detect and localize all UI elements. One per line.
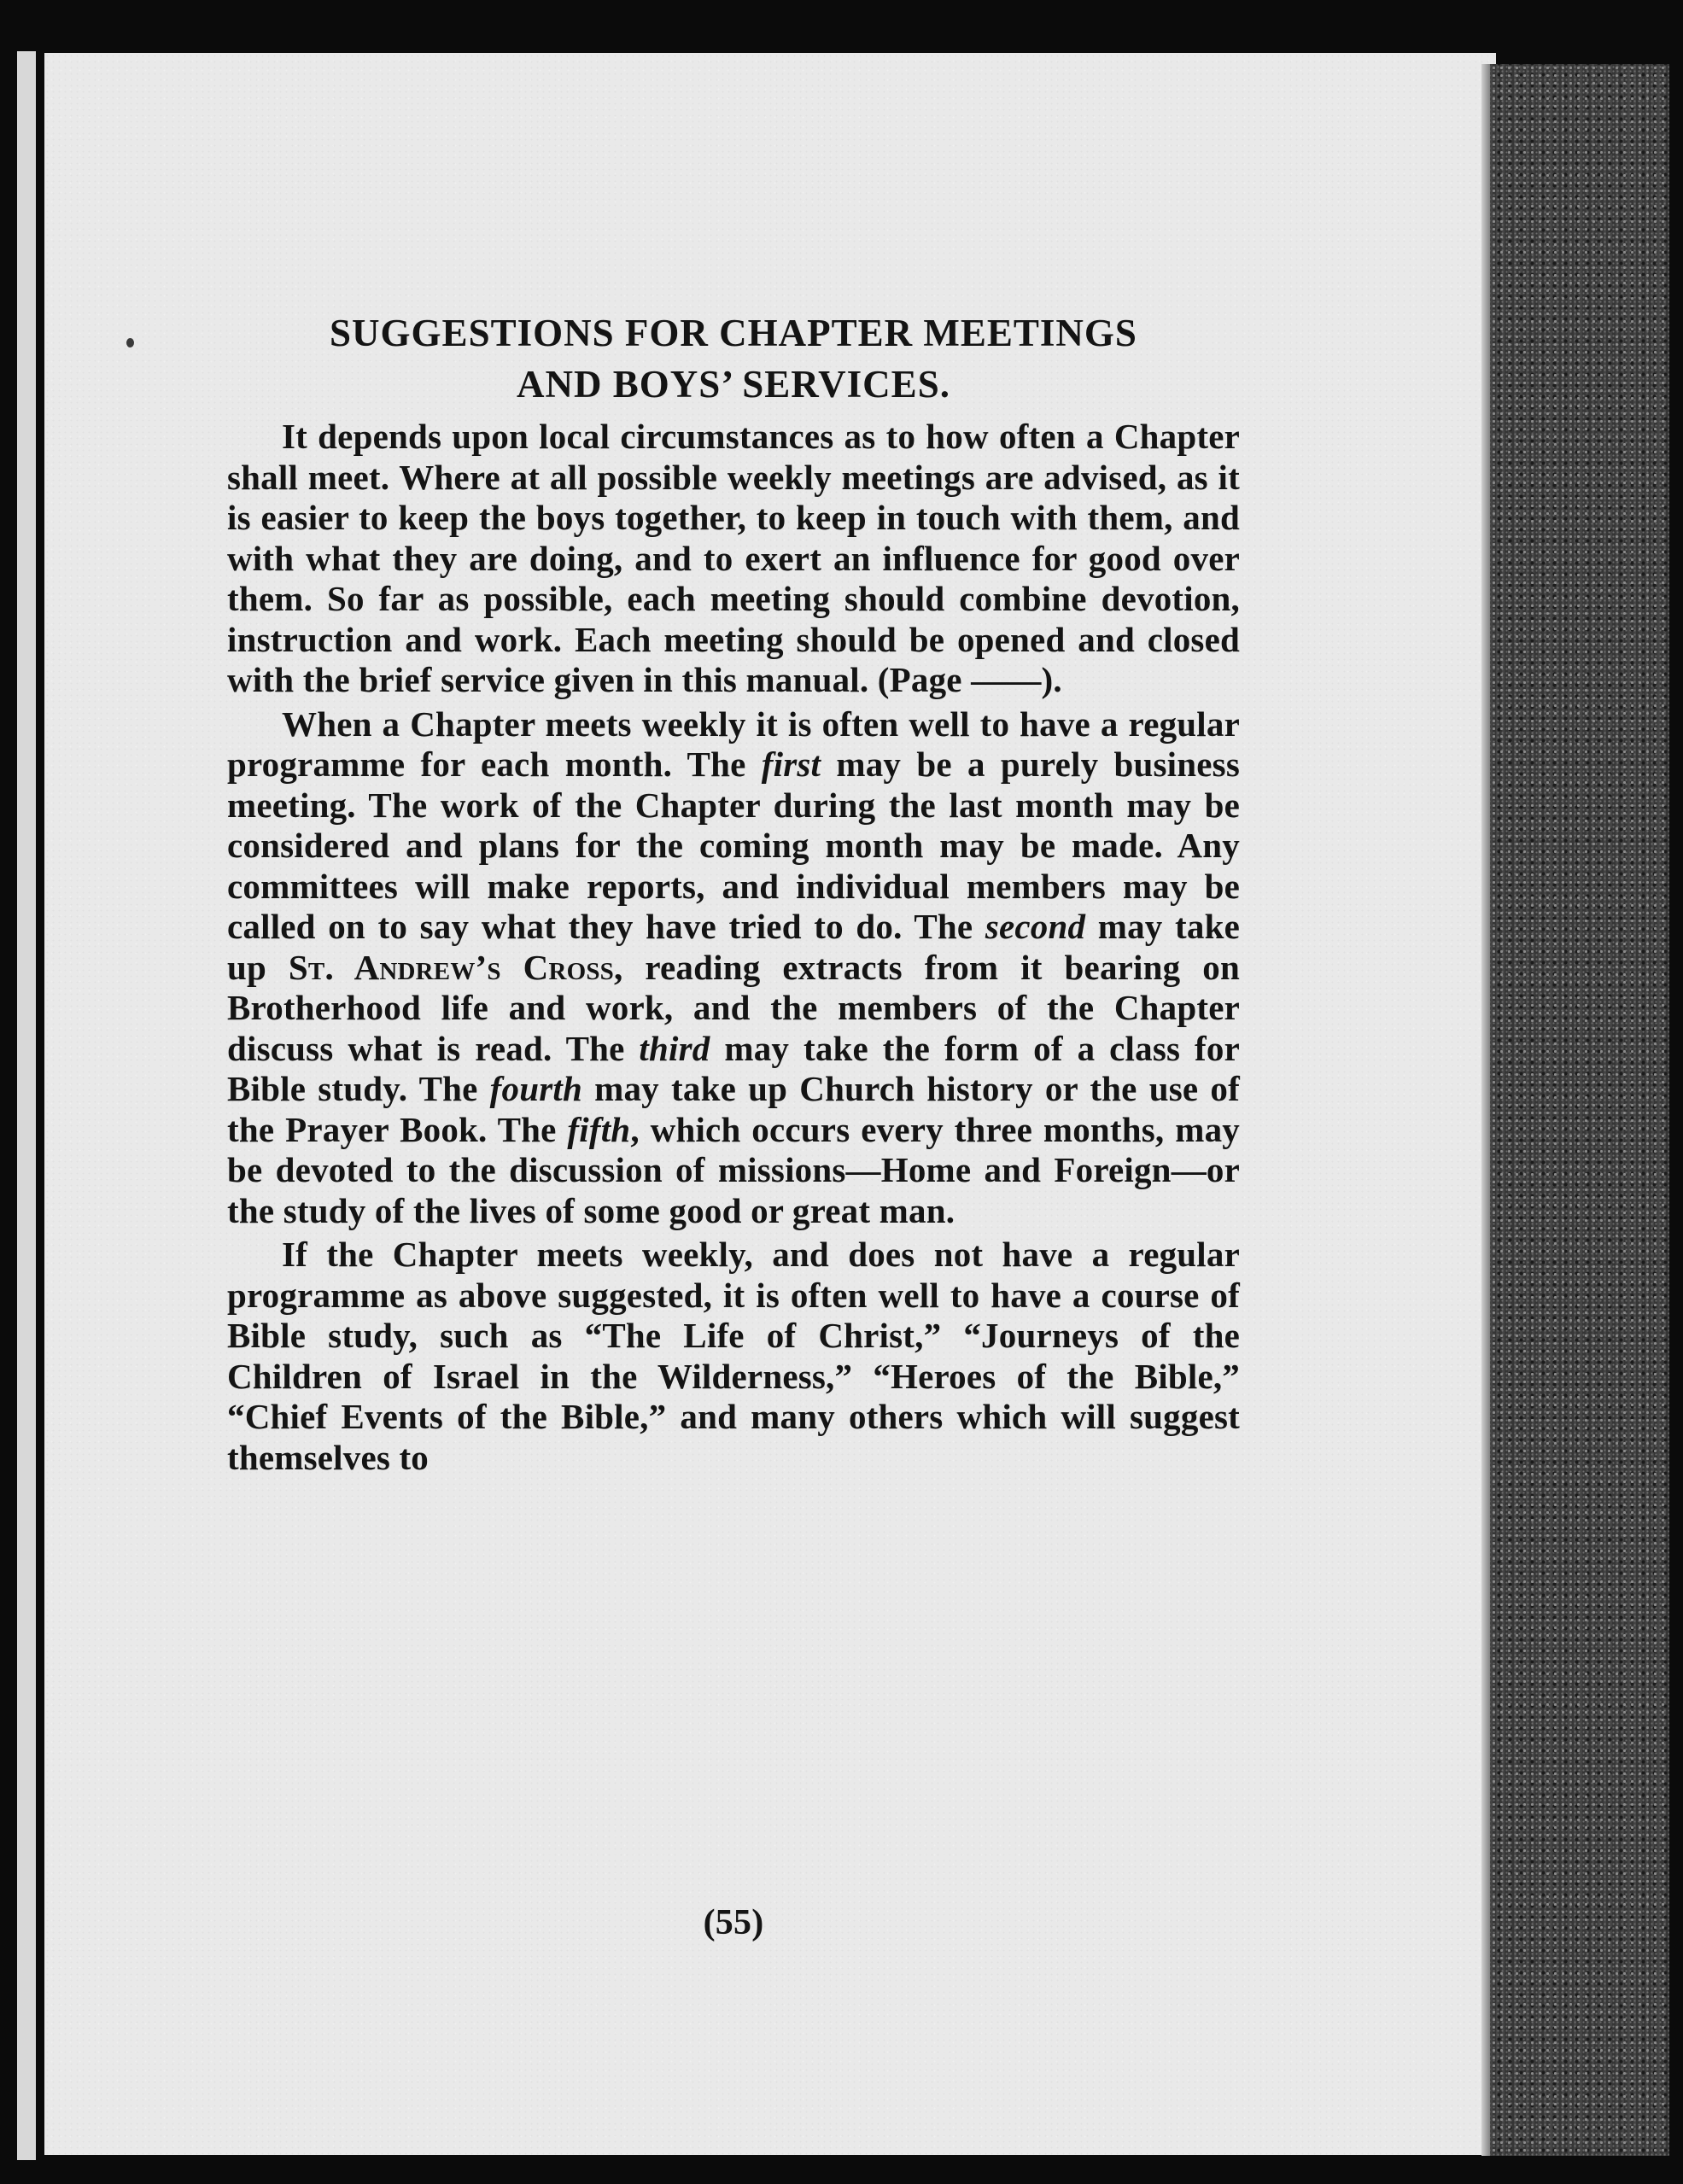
p2-second-italic: second [985, 907, 1086, 946]
p2-text-g: , which occurs every three months, may be devoted to the discussion of missions—Home and Foreign—or the study of the lives of some good or great man. [227, 1109, 1240, 1230]
p2-publication-name: St. Andrew’s Cross [288, 947, 615, 987]
p2-text-a: When a Chapter meets weekly it is often well to have a regular programme for each month. The [227, 704, 1240, 784]
p2-text-c: may take up [227, 907, 1240, 987]
book-binding-edge [1490, 64, 1669, 2156]
paragraph-1: It depends upon local circumstances as to how often a Chapter shall meet. Where at all possible weekly meetings are advised, as it is easier to keep the boys together, to keep in touch with them, and with what they are doing, and to exert an influence for good over them. So far as possible, each meeting should combine devotion, instruction and work. Each meeting should be opened and closed with the brief service given in this manual. (Page ——). [227, 417, 1240, 699]
book-page [44, 53, 1496, 2155]
paragraph-2 [227, 704, 1240, 1232]
facing-page-edge [17, 51, 36, 2160]
p2-fourth-italic: fourth [489, 1069, 582, 1108]
p2-first-italic: first [761, 745, 821, 784]
p2-text-e: may take the form of a class for Bible study. The [227, 1028, 1240, 1108]
chapter-heading [227, 307, 1240, 410]
p2-text-d: , reading extracts from it bearing on Brotherhood life and work, and the members of the Chapter discuss what is read. The [227, 947, 1240, 1068]
page-number: (55) [703, 1903, 764, 1942]
p2-third-italic: third [639, 1028, 710, 1068]
page-body [227, 307, 1240, 1942]
p2-text-f: may take up Church history or the use of the Prayer Book. The [227, 1069, 1240, 1149]
heading-line-1: SUGGESTIONS FOR CHAPTER MEETINGS [330, 312, 1137, 354]
p2-fifth-italic: fifth [567, 1109, 631, 1149]
ink-speck [126, 338, 134, 347]
heading-line-2: AND BOYS’ SERVICES. [517, 363, 950, 406]
p2-text-b: may be a purely business meeting. The work of the Chapter during the last month may be considered and plans for the coming month may be made. Any committees will make reports, and individual members may be called on to say what they have tried to do. The [227, 745, 1240, 946]
paragraph-3: If the Chapter meets weekly, and does not have a regular programme as above suggested, it is often well to have a course of Bible study, such as “The Life of Christ,” “Journeys of the Children of Israel in the Wilderness,” “Heroes of the Bible,” “Chief Events of the Bible,” and many others which will suggest themselves to [227, 1235, 1240, 1477]
